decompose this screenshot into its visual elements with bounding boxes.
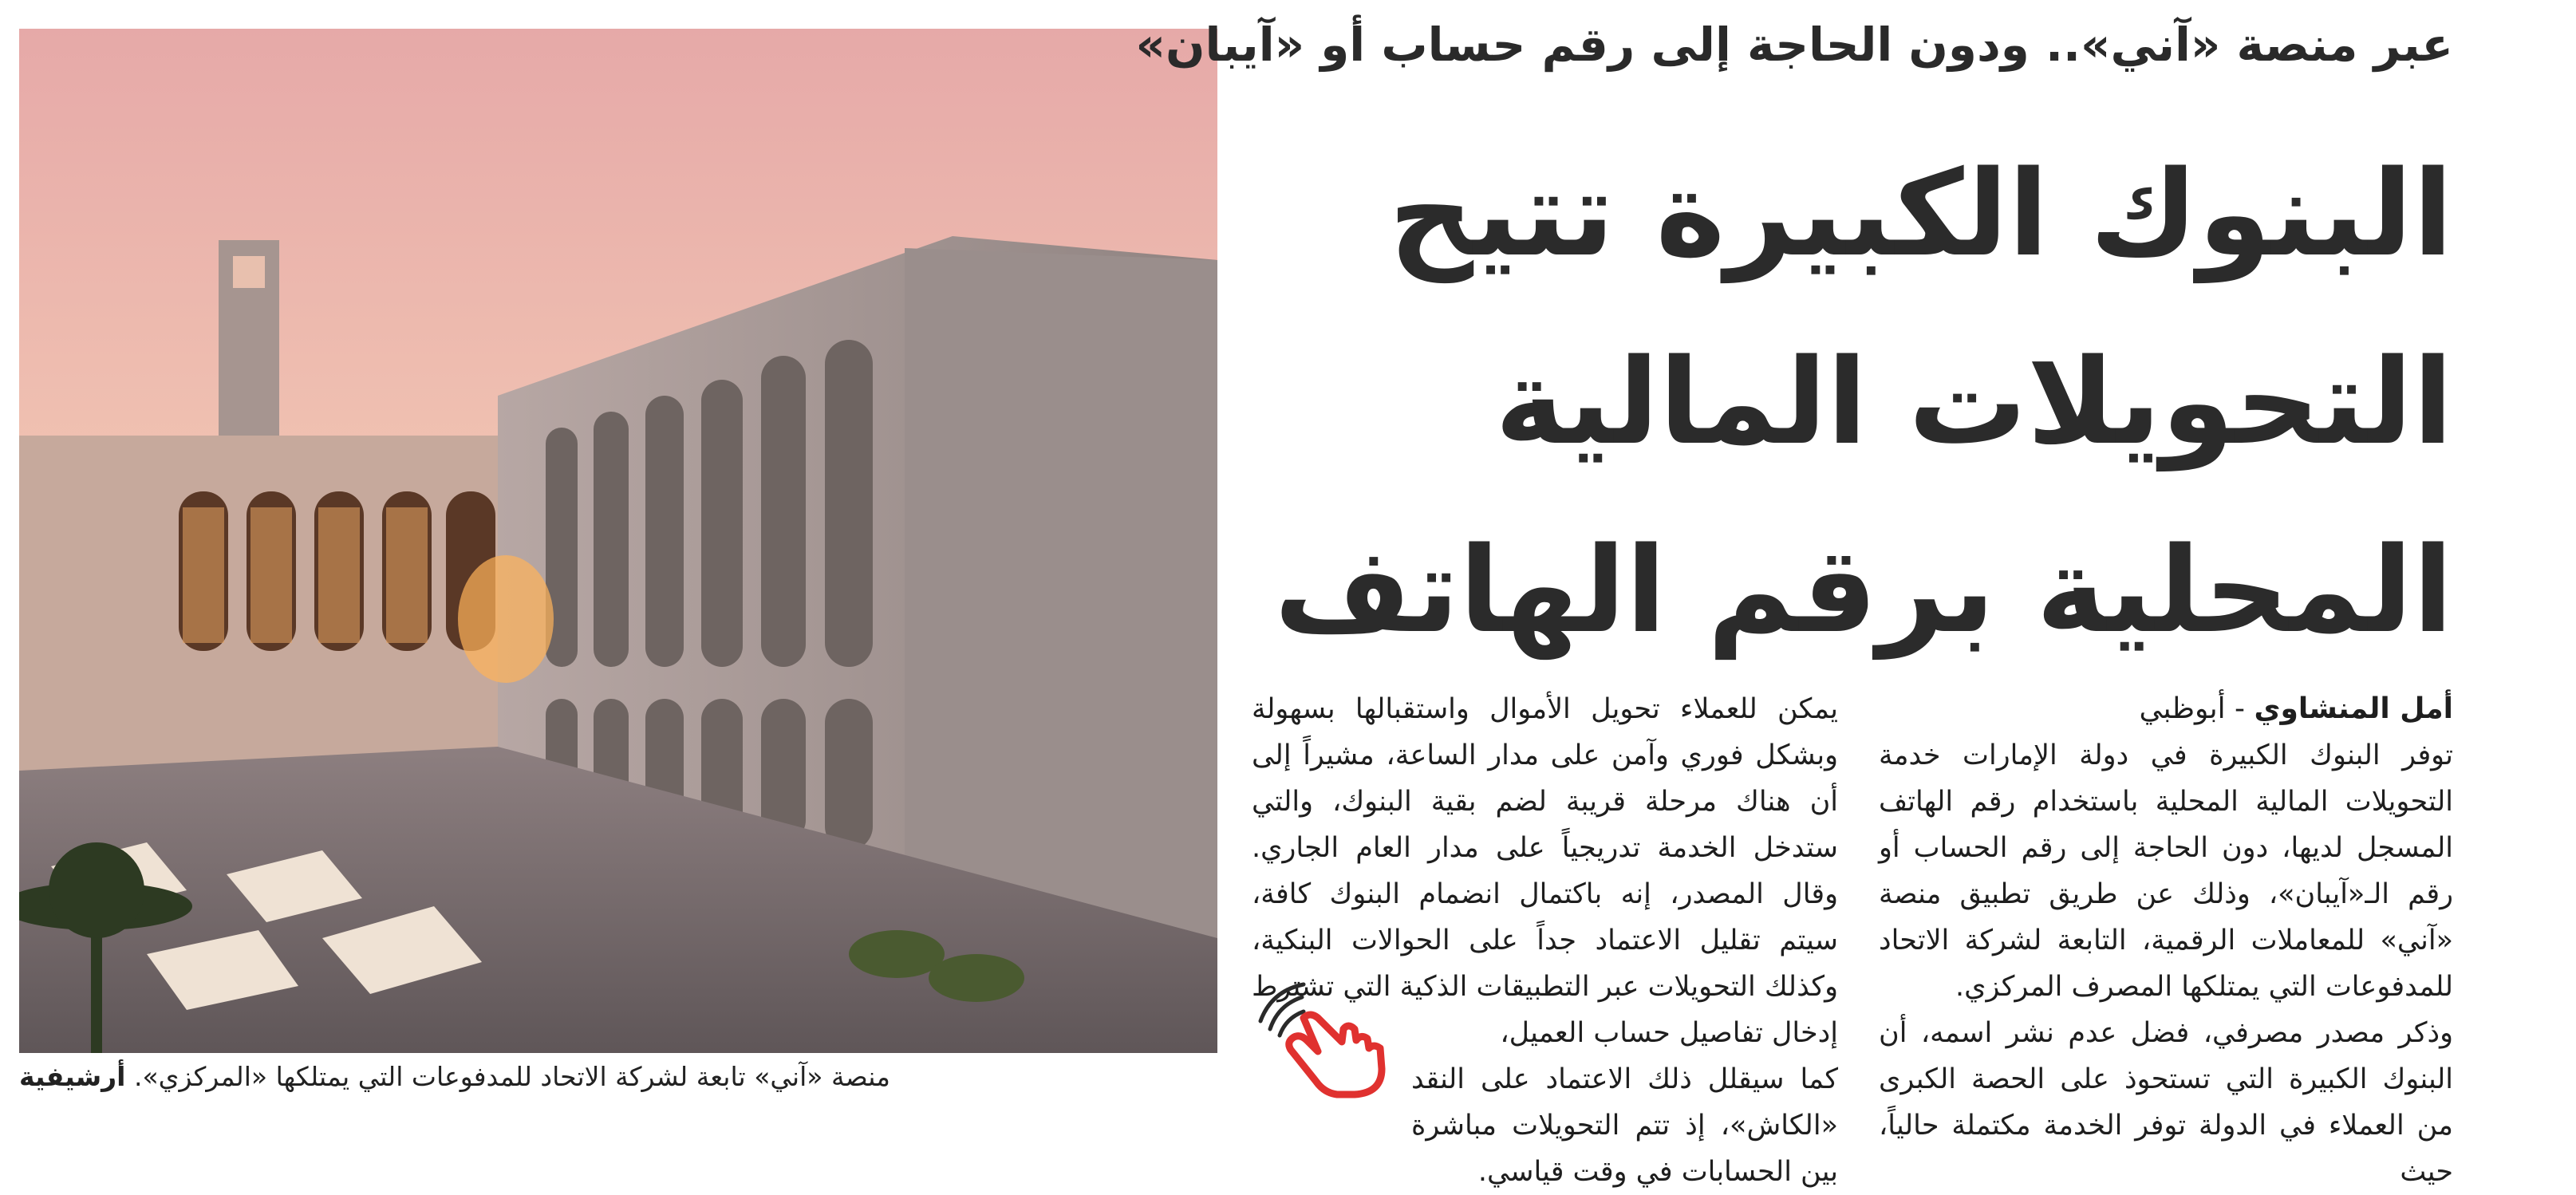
- byline-separator: -: [2225, 692, 2254, 725]
- paragraph: كما سيقلل ذلك الاعتماد على النقد «الكاش»، إذ تتم التحويلات مباشرة بين الحسابات في وقت قياسي.: [1411, 1063, 1838, 1188]
- caption-credit: أرشيفية: [19, 1061, 126, 1092]
- paragraph: وذكر مصدر مصرفي، فضل عدم نشر اسمه، أن البنوك الكبيرة التي تستحوذ على الحصة الكبرى من العملاء في الدولة توفر الخدمة مكتملة حالياً، حيث: [1879, 1017, 2453, 1188]
- central-bank-building-image: [19, 29, 1217, 1053]
- headline: [1209, 120, 2453, 684]
- kicker: عبر منصة «آني».. ودون الحاجة إلى رقم حساب أو «آيبان»: [1135, 18, 2453, 72]
- author-name: أمل المنشاوي: [2254, 692, 2453, 725]
- caption-text: منصة «آني» تابعة لشركة الاتحاد للمدفوعات التي يمتلكها «المركزي».: [133, 1061, 890, 1092]
- photo-caption: [19, 1061, 1217, 1092]
- tap-hand-icon: [1254, 973, 1414, 1101]
- byline-location: أبوظبي: [2139, 692, 2226, 725]
- headline-line-3: المحلية برقم الهاتف: [1274, 522, 2453, 659]
- paragraph: توفر البنوك الكبيرة في دولة الإمارات خدمة التحويلات المالية المحلية باستخدام رقم الهاتف المسجل لديها، دون الحاجة إلى رقم الحساب أو رقم الـ«آيبان»، وذلك عن طريق تطبيق منصة «آني» للمعاملات الرقمية، التابعة لشركة الاتحاد للمدفوعات التي يمتلكها المصرف المركزي.: [1879, 739, 2453, 1003]
- article-column-right: [1879, 686, 2453, 1195]
- article-column-left: [1252, 686, 1838, 1195]
- byline: [1879, 686, 2453, 732]
- headline-line-2: التحويلات المالية: [1494, 333, 2453, 471]
- article-photo: [19, 29, 1217, 1053]
- paragraph: يمكن للعملاء تحويل الأموال واستقبالها بسهولة وبشكل فوري وآمن على مدار الساعة، مشيراً إلى أن هناك مرحلة قريبة لضم بقية البنوك، والتي ستدخل الخدمة تدريجياً على مدار العام الجاري. وقال المصدر، إنه باكتمال انضمام البنوك كافة، سيتم تقليل الاعتماد جداً على الحوالات البنكية، وكذلك التحويلات عبر التطبيقات الذكية التي تشترط إدخال تفاصيل حساب العميل،: [1252, 693, 1838, 1049]
- headline-line-1: البنوك الكبيرة تتيح: [1388, 145, 2453, 282]
